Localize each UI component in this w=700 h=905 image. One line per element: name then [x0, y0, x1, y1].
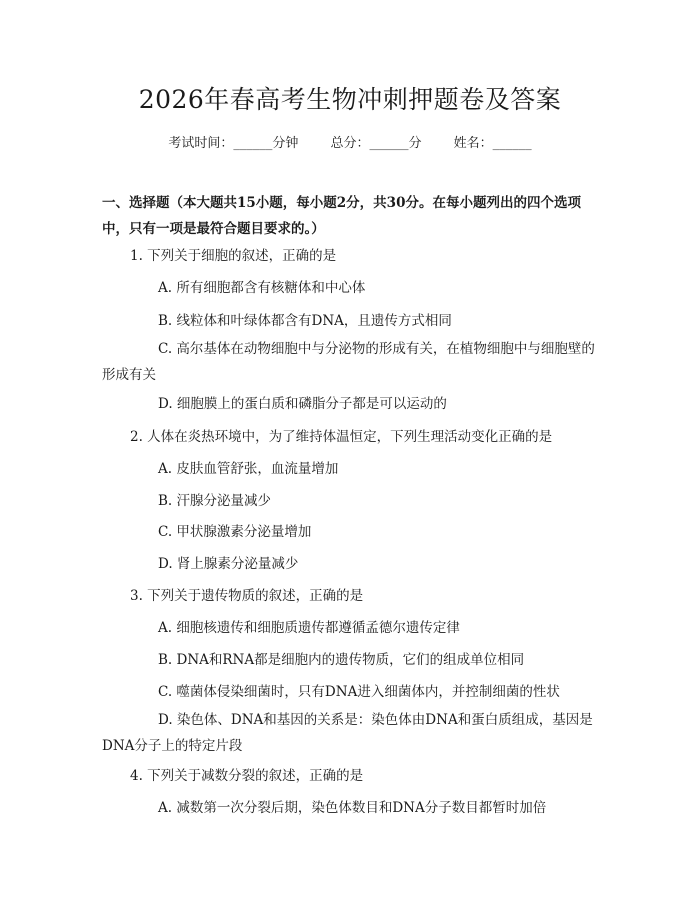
page-title: 2026年春高考生物冲刺押题卷及答案 [138, 85, 562, 114]
question-1-stem: 1. 下列关于细胞的叙述，正确的是 [130, 248, 337, 264]
question-2-option-a: A. 皮肤血管舒张，血流量增加 [158, 461, 339, 477]
question-1-option-c: C. 高尔基体在动物细胞中与分泌物的形成有关，在植物细胞中与细胞壁的形成有关 [102, 341, 595, 383]
section-heading: 一、选择题（本大题共15小题，每小题2分，共30分。在每小题列出的四个选项中，只有一项是最符合题目要求的。） [102, 195, 581, 237]
question-4-stem: 4. 下列关于减数分裂的叙述，正确的是 [130, 768, 364, 784]
total-score-field: 总分：______分 [330, 136, 422, 151]
question-3-option-a: A. 细胞核遗传和细胞质遗传都遵循孟德尔遗传定律 [158, 620, 460, 636]
question-2-option-b: B. 汗腺分泌量减少 [158, 493, 272, 509]
question-1-option-b: B. 线粒体和叶绿体都含有DNA，且遗传方式相同 [158, 313, 452, 329]
question-3-option-c: C. 噬菌体侵染细菌时，只有DNA进入细菌体内，并控制细菌的性状 [158, 684, 560, 700]
question-2-stem: 2. 人体在炎热环境中，为了维持体温恒定，下列生理活动变化正确的是 [130, 429, 553, 445]
question-2-option-d: D. 肾上腺素分泌量减少 [158, 556, 299, 572]
question-3-option-b: B. DNA和RNA都是细胞内的遗传物质，它们的组成单位相同 [158, 652, 525, 668]
question-3-option-d: D. 染色体、DNA和基因的关系是：染色体由DNA和蛋白质组成，基因是DNA分子上的特定片段 [102, 712, 593, 754]
question-2-option-c: C. 甲状腺激素分泌量增加 [158, 524, 312, 540]
question-1-option-d: D. 细胞膜上的蛋白质和磷脂分子都是可以运动的 [158, 396, 447, 412]
question-3-stem: 3. 下列关于遗传物质的叙述，正确的是 [130, 588, 364, 604]
exam-meta [0, 132, 700, 151]
question-4-option-a: A. 减数第一次分裂后期，染色体数目和DNA分子数目都暂时加倍 [158, 800, 547, 816]
question-1-option-a: A. 所有细胞都含有核糖体和中心体 [158, 280, 366, 296]
exam-time-field: 考试时间：______分钟 [168, 136, 299, 151]
student-name-field: 姓名：______ [453, 136, 532, 151]
